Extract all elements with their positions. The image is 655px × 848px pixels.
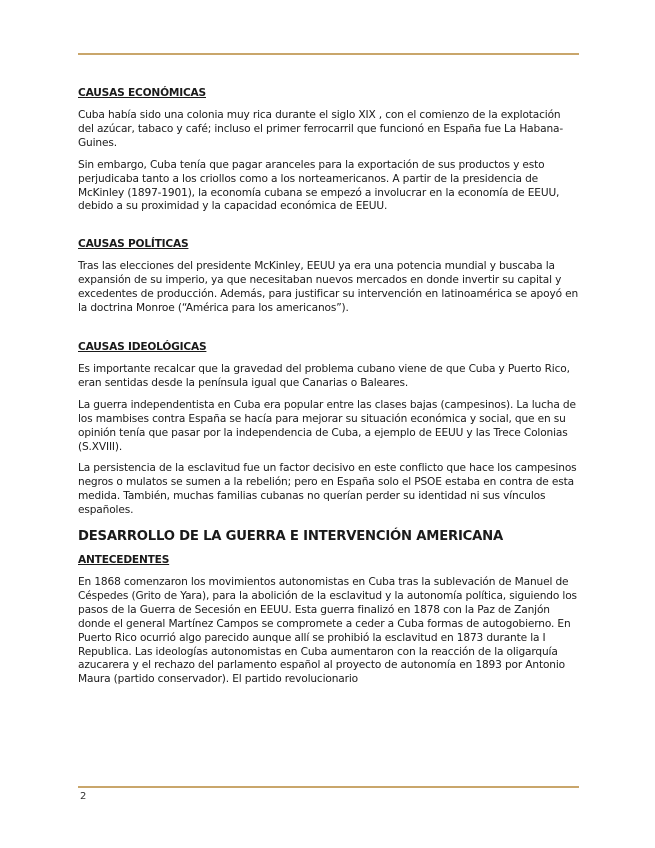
heading-causas-politicas: CAUSAS POLÍTICAS bbox=[78, 238, 189, 251]
paragraph: La persistencia de la esclavitud fue un factor decisivo en este conflicto que hace los campesinos negros o mulatos se sumen a la rebelión; pero en España solo el PSOE estaba en contra de esta medida. También, muchas familias cubanas no querían perder su identidad ni sus vínculos españoles. bbox=[78, 462, 577, 517]
paragraph: Tras las elecciones del presidente McKinley, EEUU ya era una potencia mundial y buscaba la expansión de su imperio, ya que necesitaban nuevos mercados en donde invertir su capital y excedentes de producción. Además, para justificar su intervención en latinoamérica se apoyó en la doctrina Monroe (“América para los americanos”). bbox=[78, 260, 579, 315]
paragraph: Sin embargo, Cuba tenía que pagar aranceles para la exportación de sus productos y esto perjudicaba tanto a los criollos como a los norteamericanos. A partir de la presidencia de McKinley (1897-1901), la economía cubana se empezó a involucrar en la economía de EEUU, debido a su proximidad y la capacidad económica de EEUU. bbox=[78, 158, 560, 213]
header-rule bbox=[78, 53, 579, 55]
paragraph: Es importante recalcar que la gravedad del problema cubano viene de que Cuba y Puerto Rico, eran sentidas desde la península igual que Canarias o Baleares. bbox=[78, 362, 570, 389]
heading-antecedentes: ANTECEDENTES bbox=[78, 554, 170, 567]
footer-rule bbox=[78, 786, 579, 788]
paragraph: Cuba había sido una colonia muy rica durante el siglo XIX , con el comienzo de la explotación del azúcar, tabaco y café; incluso el primer ferrocarril que funcionó en España fue La Habana-Guines. bbox=[78, 109, 564, 149]
heading-causas-economicas: CAUSAS ECONÓMICAS bbox=[78, 87, 206, 99]
document-body bbox=[78, 86, 579, 695]
paragraph: La guerra independentista en Cuba era popular entre las clases bajas (campesinos). La lucha de los mambises contra España se hacía para mejorar su situación económica y social, que en su opinión tenía que pasar por la independencia de Cuba, a ejemplo de EEUU y las Trece Colonias (S.XVIII). bbox=[78, 398, 576, 453]
paragraph: En 1868 comenzaron los movimientos autonomistas en Cuba tras la sublevación de Manuel de Céspedes (Grito de Yara), para la abolición de la esclavitud y la autonomía política, siguiendo los pasos de la Guerra de Secesión en EEUU. Esta guerra finalizó en 1878 con la Paz de Zanjón donde el general Martínez Campos se compromete a ceder a Cuba formas de autogobierno. En Puerto Rico ocurrió algo parecido aunque allí se prohibió la esclavitud en 1873 durante la I Republica. Las ideologías autonomistas en Cuba aumentaron con la reacción de la oligarquía azucarera y el rechazo del parlamento español al proyecto de autonomía en 1893 por Antonio Maura (partido conservador). El partido revolucionario bbox=[78, 576, 577, 686]
heading-causas-ideologicas: CAUSAS IDEOLÓGICAS bbox=[78, 340, 207, 353]
heading-desarrollo-guerra: DESARROLLO DE LA GUERRA E INTERVENCIÓN AMERICANA bbox=[78, 529, 504, 545]
page-number: 2 bbox=[80, 791, 87, 802]
